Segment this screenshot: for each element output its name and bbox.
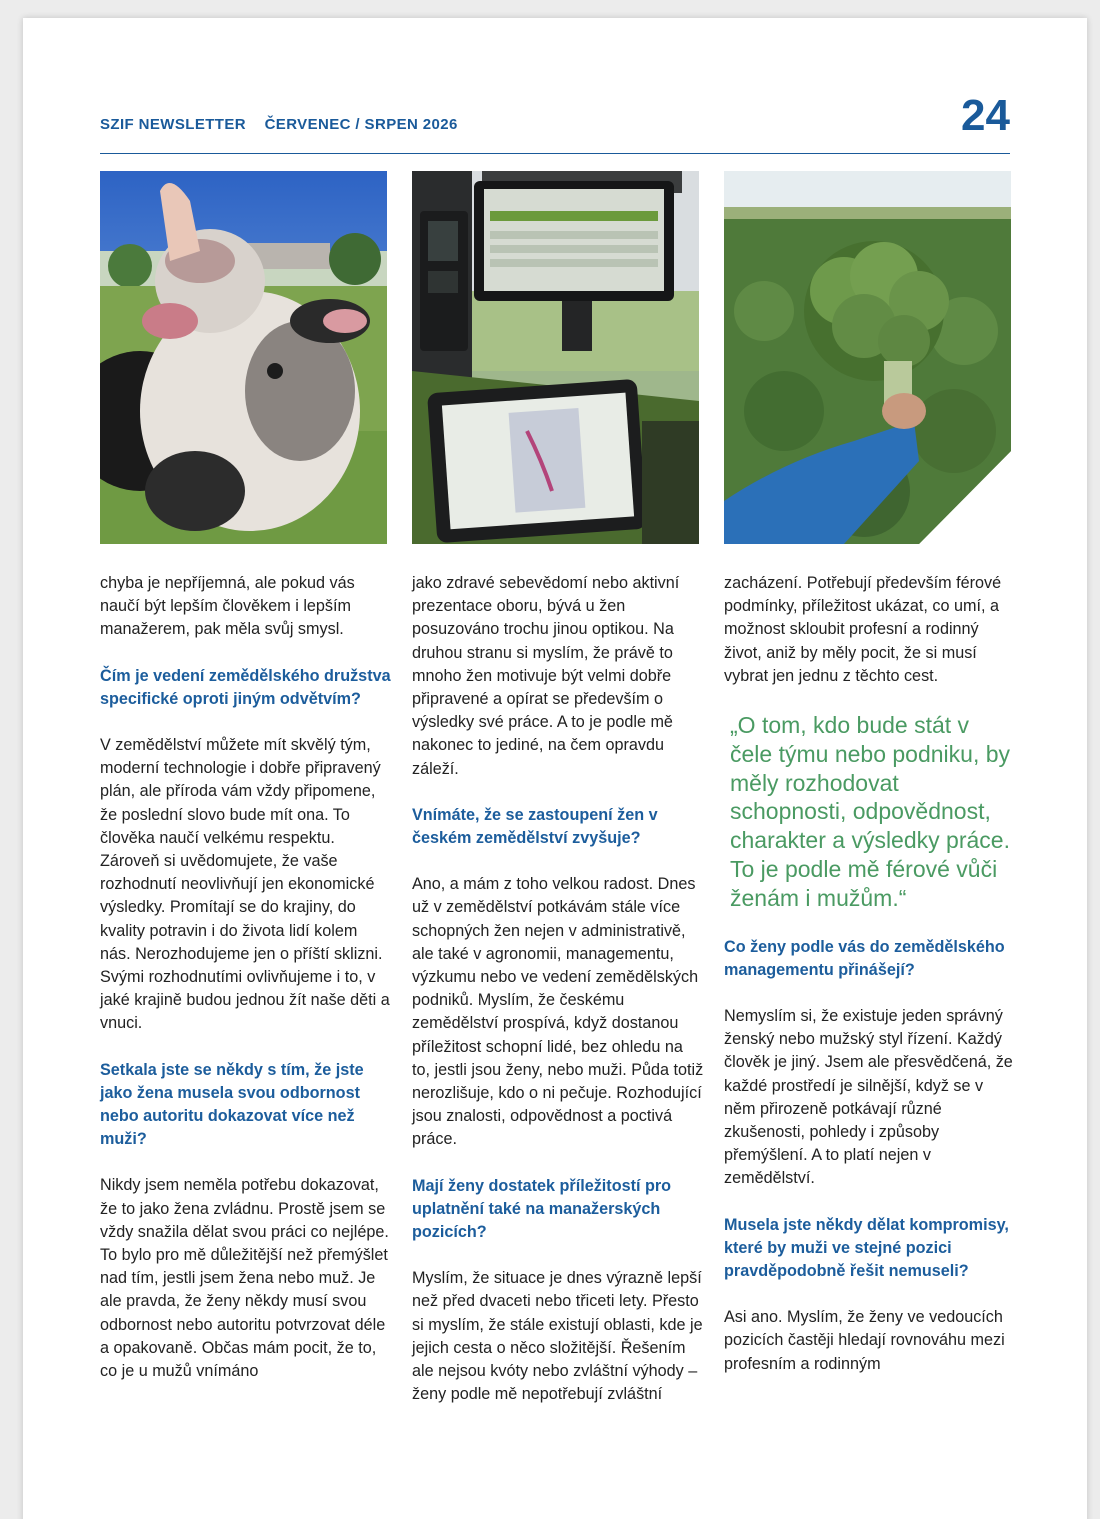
text-column-1 [100, 572, 392, 1383]
col3-question: Musela jste někdy dělat kompromisy, které by muži ve stejné pozici pravděpodobně řešit nemuseli? [724, 1215, 1009, 1281]
page-header [100, 92, 1010, 154]
col1-paragraph: V zemědělství můžete mít skvělý tým, moderní technologie i dobře připravený plán, ale příroda vám vždy připomene, že poslední slovo bude mít ona. To člověka naučí velkému respektu. Zároveň si uvědomujete, že vaše rozhodnutí neovlivňují jen ekonomické výsledky. Promítají se do krajiny, do kvality potravin i do života lidí kolem nás. Nerozhodujeme jen o příští sklizni. Svými rozhodnutími ovlivňujeme i to, v jaké krajině budou jednou žít naše děti a vnuci. [100, 736, 390, 1033]
header-publication [100, 116, 472, 133]
pull-quote: „O tom, kdo bude stát v čele týmu nebo podniku, by měly rozhodovat schopnosti, odpovědnost, charakter a výsledky práce. To je podle mě férové vůči ženám i mužům.“ [730, 712, 1011, 911]
col1-question: Setkala jste se někdy s tím, že jste jako žena musela svou odbornost nebo autoritu dokazovat více než muži? [100, 1060, 364, 1149]
col3-paragraph: zacházení. Potřebují především férové podmínky, příležitost ukázat, co umí, a možnost skloubit profesní a rodinný život, aniž by měly pocit, že si musí vybrat jen jednu z těchto cest. [724, 574, 1002, 685]
col2-question: Vnímáte, že se zastoupení žen v českém zemědělství zvyšuje? [412, 805, 658, 848]
photo-tractor-cabin [412, 171, 699, 544]
col2-paragraph: Ano, a mám z toho velkou radost. Dnes už v zemědělství potkávám stále více schopných žen nejen v administrativě, ale také v agronomii, managementu, výzkumu nebo ve vedení zemědělských podniků. Myslím, že českému zemědělství prospívá, když dostanou příležitost schopní lidé, bez ohledu na to, jestli jsou ženy, nebo muži. Půda totiž nerozlišuje, kdo o ni pečuje. Rozhodující jsou znalosti, odpovědnost a poctivá práce. [412, 875, 704, 1149]
col2-question: Mají ženy dostatek příležitostí pro uplatnění také na manažerských pozicích? [412, 1176, 672, 1242]
newsletter-page [23, 18, 1087, 1519]
col2-paragraph: jako zdravé sebevědomí nebo aktivní prezentace oboru, bývá u žen posuzováno trochu jinou optikou. Na druhou stranu si myslím, že právě to mnoho žen motivuje být velmi dobře připravené a opírat se především o výsledky své práce. A to je podle mě nakonec to jediné, na čem opravdu záleží. [412, 574, 680, 778]
col3-question: Co ženy podle vás do zemědělského managementu přinášejí? [724, 937, 1005, 979]
col2-paragraph: Myslím, že situace je dnes výrazně lepší než před dvaceti nebo třiceti lety. Přesto si myslím, že stále existují oblasti, kde je jejich cesta o něco složitější. Řešením ale nejsou kvóty nebo zvláštní výhody – ženy podle mě nepotřebují zvláštní [412, 1269, 703, 1404]
page-number: 24 [961, 91, 1010, 140]
newsletter-name: SZIF NEWSLETTER [100, 116, 246, 133]
text-column-3 [724, 572, 1016, 1376]
photo-cow [100, 171, 387, 544]
text-column-2 [412, 572, 704, 1407]
col3-paragraph: Asi ano. Myslím, že ženy ve vedoucích pozicích častěji hledají rovnováhu mezi profesním a rodinným [724, 1308, 1005, 1373]
col3-paragraph: Nemyslím si, že existuje jeden správný ženský nebo mužský styl řízení. Každý člověk je jiný. Jsem ale přesvědčená, že každé prostředí je silnější, když se v něm přirozeně potkávají různé zkušenosti, pohledy i způsoby přemýšlení. A to platí nejen v zemědělství. [724, 1007, 1013, 1188]
col1-paragraph: chyba je nepříjemná, ale pokud vás naučí být lepším člověkem i lepším manažerem, pak měla svůj smysl. [100, 574, 355, 639]
photo-broccoli-field [724, 171, 1011, 544]
col1-question: Čím je vedení zemědělského družstva specifické oproti jiným odvětvím? [100, 666, 391, 708]
col1-paragraph: Nikdy jsem neměla potřebu dokazovat, že to jako žena zvládnu. Prostě jsem se vždy snažila dělat svou práci co nejlépe. To bylo pro mě důležitější než přemýšlet nad tím, jestli jsem žena nebo muž. Je ale pravda, že ženy někdy musí svou odbornost nebo autoritu potvrzovat déle a opakovaně. Občas mám pocit, že to, co je u mužů vnímáno [100, 1176, 389, 1381]
issue-date: ČERVENEC / SRPEN 2026 [264, 116, 458, 133]
